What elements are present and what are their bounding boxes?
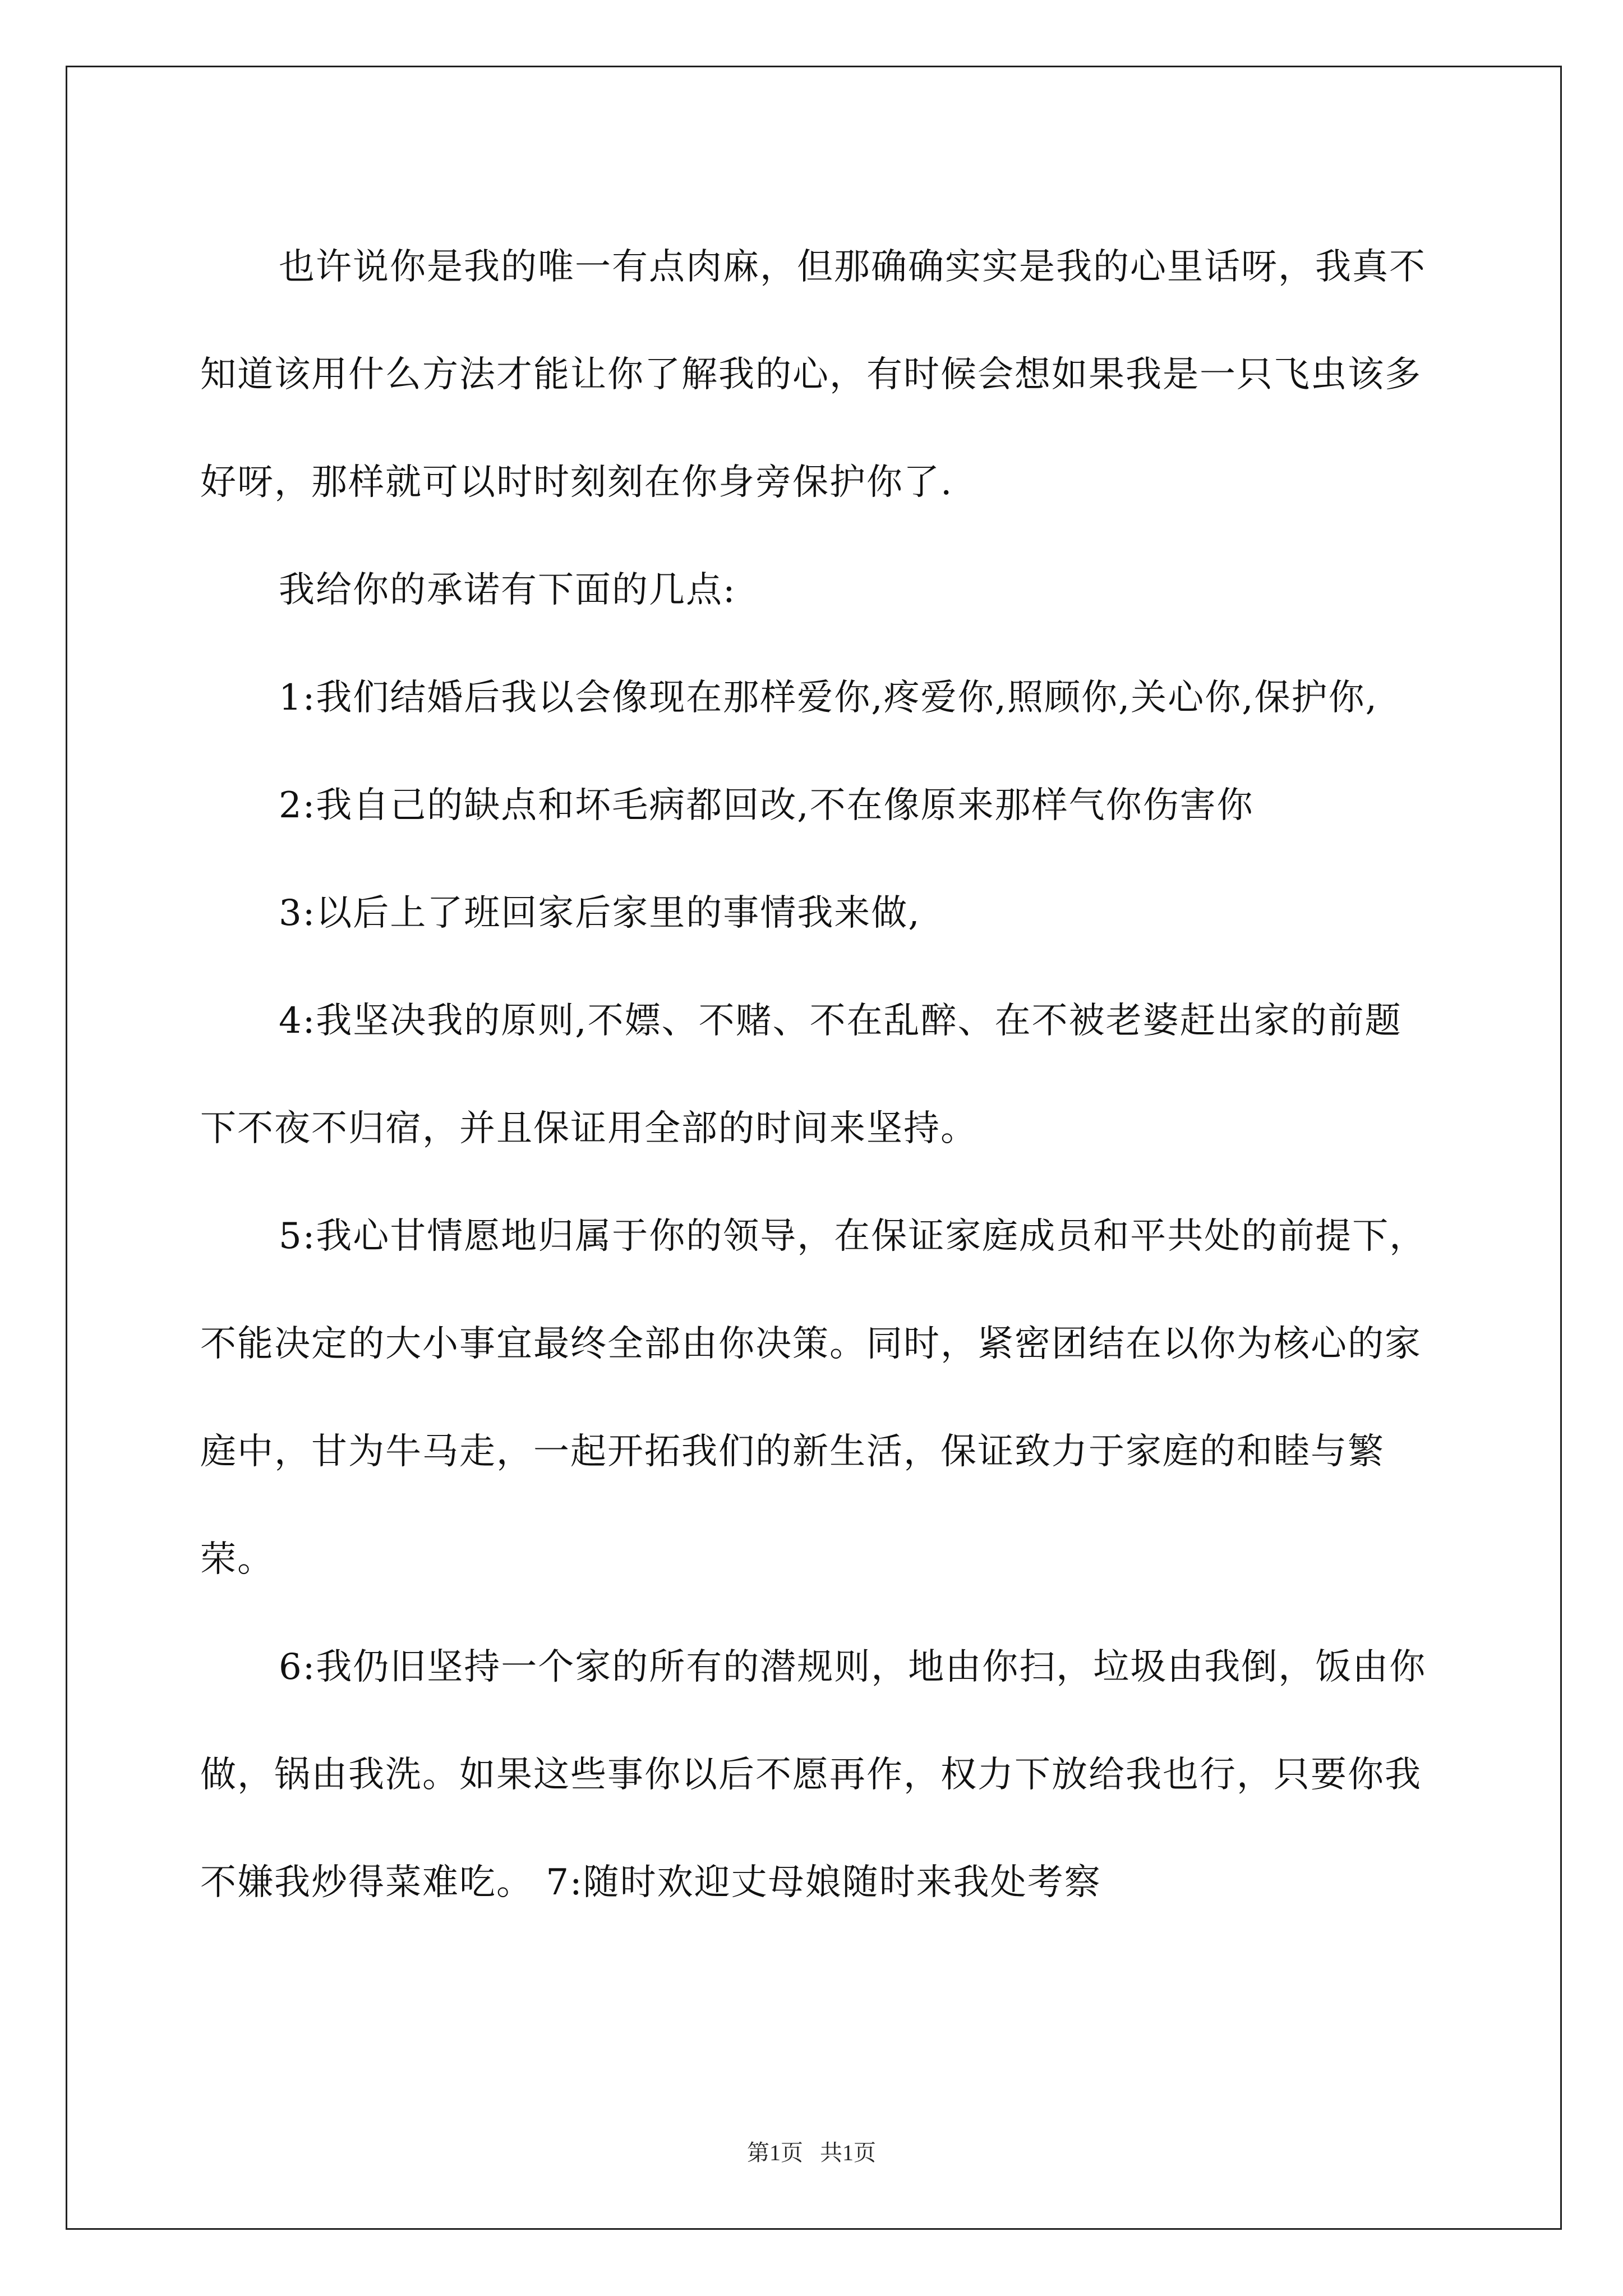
paragraph-promise-5: 5:我心甘情愿地归属于你的领导，在保证家庭成员和平共处的前提下，不能决定的大小事宜最终全部由你决策。同时，紧密团结在以你为核心的家庭中，甘为牛马走，一起开拓我们的新生活，保证致力于家庭的和睦与繁荣。 xyxy=(200,1216,1427,1580)
paragraph-promise-2: 2:我自己的缺点和坏毛病都回改,不在像原来那样气你伤害你 xyxy=(279,785,1254,826)
paragraph-promise-4: 4:我坚决我的原则,不嫖、不赌、不在乱醉、在不被老婆赶出家的前题下不夜不归宿，并且保证用全部的时间来坚持。 xyxy=(200,1000,1402,1149)
paragraph-intro: 也许说你是我的唯一有点肉麻，但那确确实实是我的心里话呀，我真不知道该用什么方法才能让你了解我的心，有时候会想如果我是一只飞虫该多好呀，那样就可以时时刻刻在你身旁保护你了. xyxy=(200,246,1426,503)
page-footer xyxy=(0,2136,1623,2170)
page-total: 共1页 xyxy=(820,2140,876,2165)
paragraph-promise-1: 1:我们结婚后我以会像现在那样爱你,疼爱你,照顾你,关心你,保护你, xyxy=(279,677,1378,719)
paragraph-promise-heading: 我给你的承诺有下面的几点: xyxy=(279,569,736,611)
document-body xyxy=(200,213,1434,1936)
page-number: 第1页 xyxy=(747,2140,803,2165)
paragraph-promise-6: 6:我仍旧坚持一个家的所有的潜规则，地由你扫，垃圾由我倒，饭由你做，锅由我洗。如果这些事你以后不愿再作，权力下放给我也行，只要你我不嫌我炒得菜难吃。 7:随时欢迎丈母娘随时来我处考察 xyxy=(200,1646,1427,1903)
paragraph-promise-3: 3:以后上了班回家后家里的事情我来做, xyxy=(279,892,921,934)
